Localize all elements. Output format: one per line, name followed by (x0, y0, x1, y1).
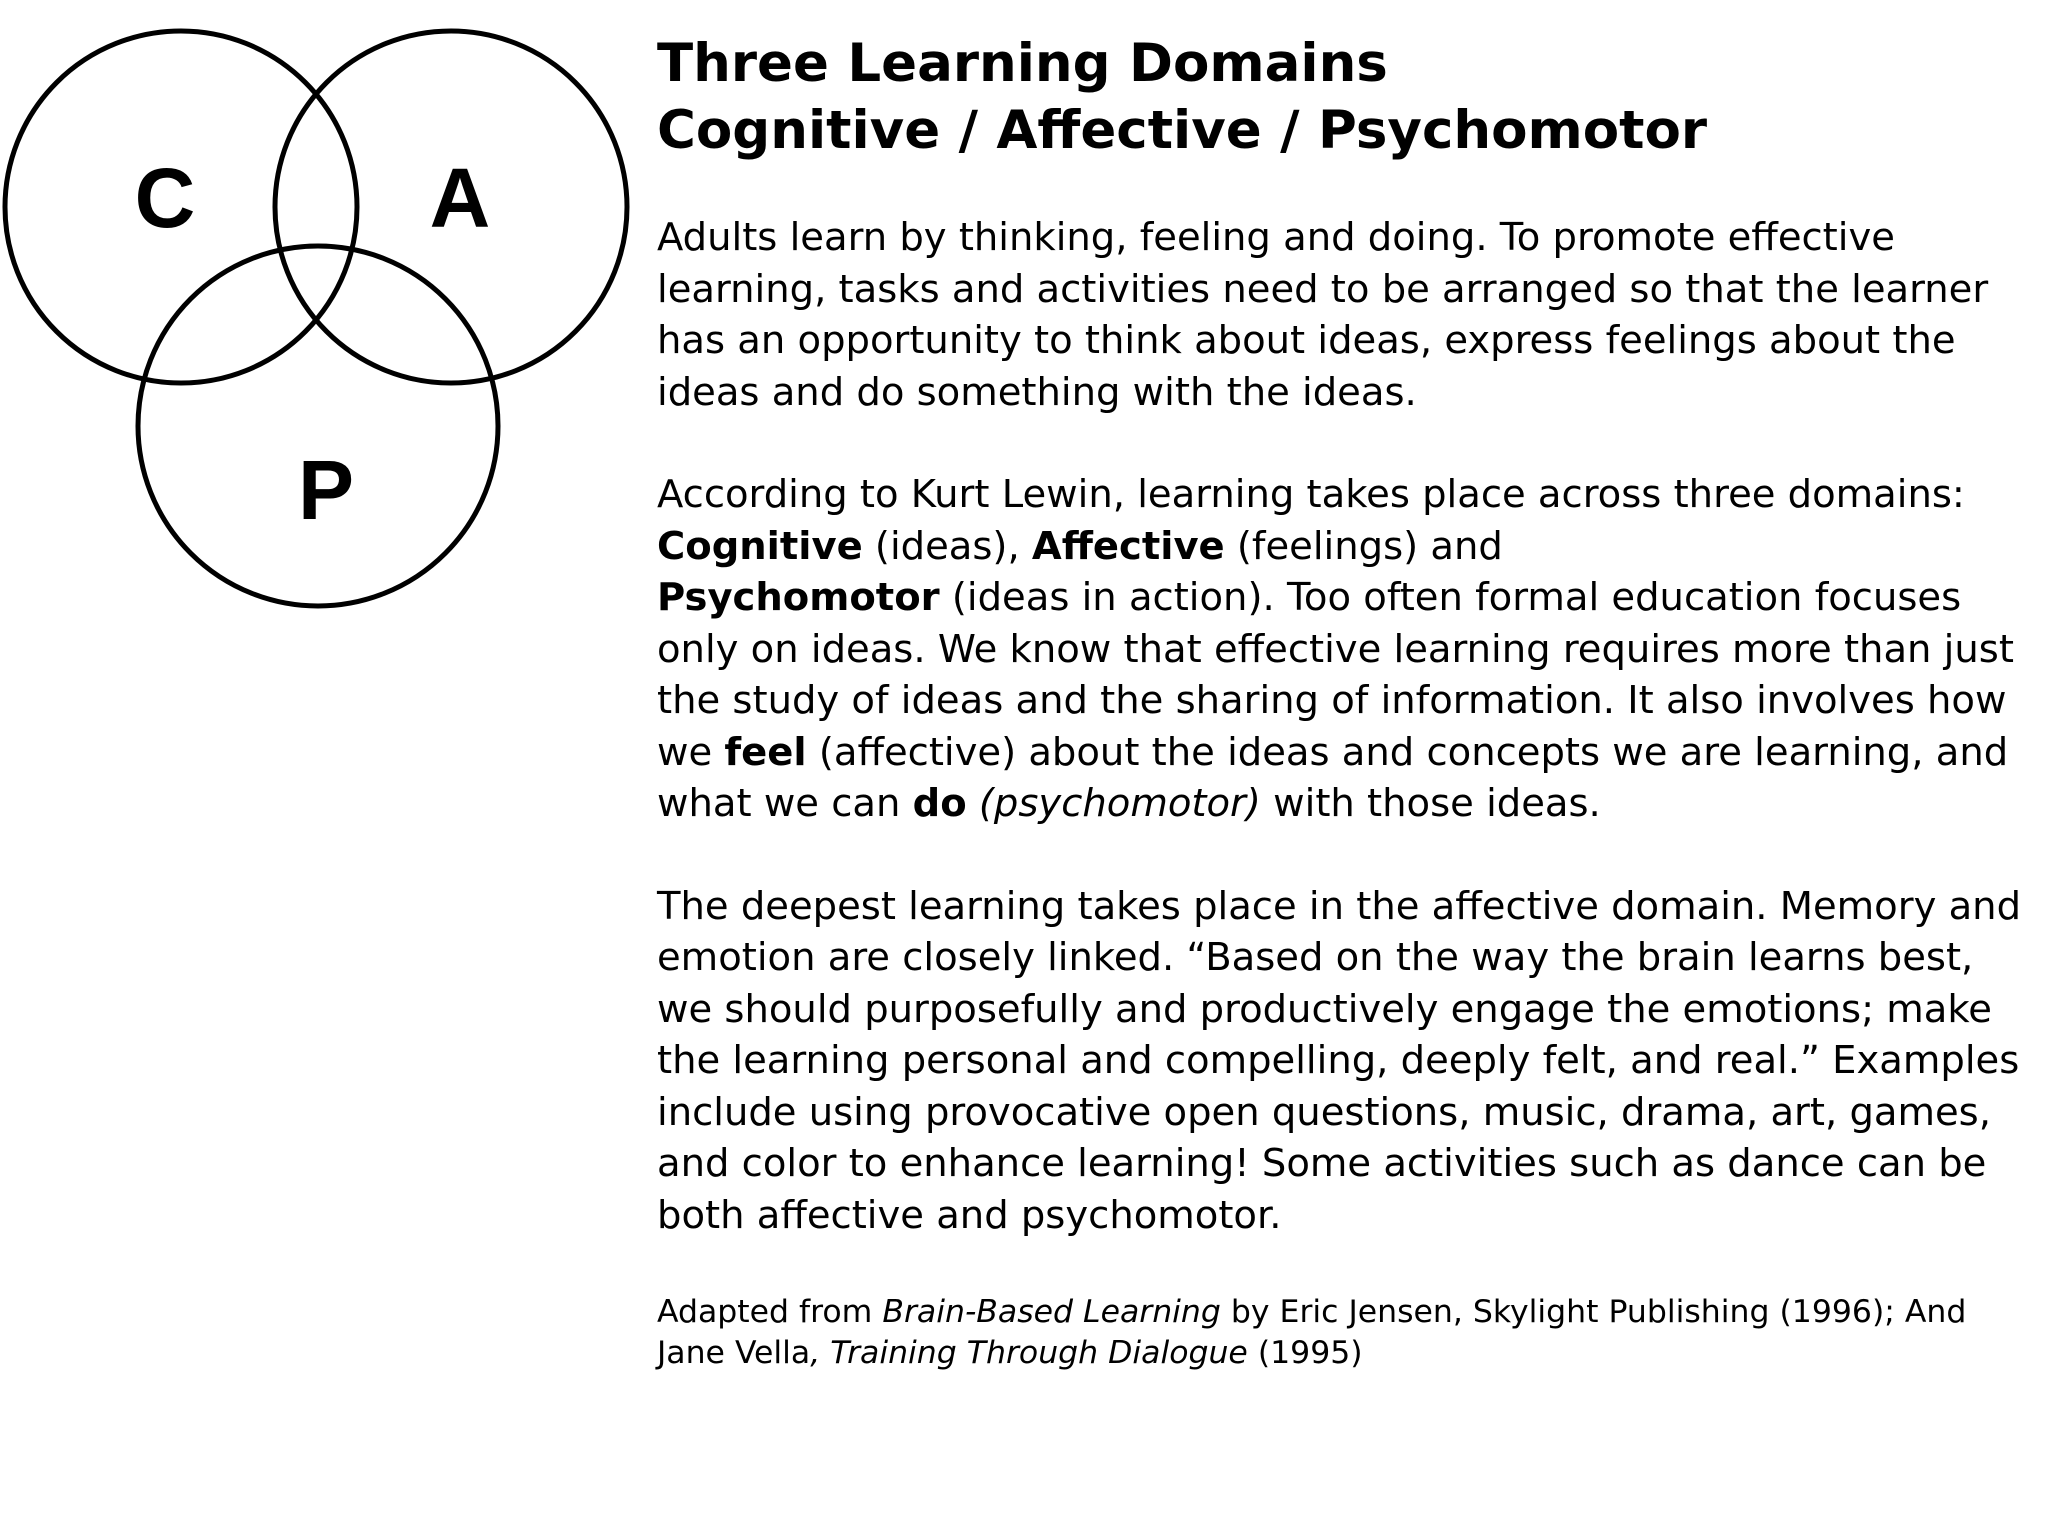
term-affective: Affective (1031, 523, 1225, 569)
text-run: (feelings) and (1224, 523, 1503, 569)
venn-diagram (0, 0, 640, 640)
page-title: Three Learning Domains (657, 33, 1388, 94)
affective-paragraph: The deepest learning takes place in the affective domain. Memory and emotion are closely linked. “Based on the way the brain learns best, we should purposefully and productively engage the emotions; make the learning personal and compelling, deeply felt, and real.” Examples include using provocative open questions, music, drama, art, games, and color to enhance learning! Some activities such as dance can be both affective and psychomotor. (657, 883, 2022, 1238)
text-run: with those ideas. (1260, 781, 1601, 826)
text-run: (affective) about the ideas and concepts we are learning, and what we can (657, 729, 2009, 826)
psychomotor-circle (138, 246, 498, 606)
document-body (657, 30, 2027, 1374)
text-run (967, 781, 979, 826)
book-title-training-through-dialogue: , Training Through Dialogue (810, 1335, 1248, 1371)
lewin-paragraph (657, 469, 2027, 830)
page-subtitle: Cognitive / Affective / Psychomotor (657, 100, 1708, 161)
source-citation (657, 1292, 2027, 1374)
term-psychomotor-italic: (psychomotor) (978, 781, 1261, 826)
cognitive-label: C (134, 151, 196, 245)
term-feel: feel (724, 729, 807, 775)
affective-label: A (429, 151, 491, 245)
text-run: (ideas), (862, 523, 1032, 569)
text-run: Adapted from (657, 1294, 883, 1330)
psychomotor-label: P (297, 443, 355, 537)
term-psychomotor: Psychomotor (657, 575, 940, 620)
text-run: (1995) (1247, 1335, 1363, 1371)
text-run: According to Kurt Lewin, learning takes place across three domains: (657, 472, 1965, 517)
book-title-brain-based-learning: Brain-Based Learning (882, 1294, 1221, 1330)
term-cognitive: Cognitive (657, 523, 863, 569)
text-run: by Eric Jensen, Skylight Publishing (1996); And Jane Vella (657, 1294, 1967, 1371)
term-do: do (912, 781, 967, 826)
text-run: (ideas in action). Too often formal education focuses only on ideas. We know that effective learning requires more than just the study of ideas and the sharing of information. It also involves how we (657, 575, 2014, 775)
intro-paragraph: Adults learn by thinking, feeling and doing. To promote effective learning, tasks and activities need to be arranged so that the learner has an opportunity to think about ideas, express feelings about the ideas and do something with the ideas. (657, 215, 1989, 415)
